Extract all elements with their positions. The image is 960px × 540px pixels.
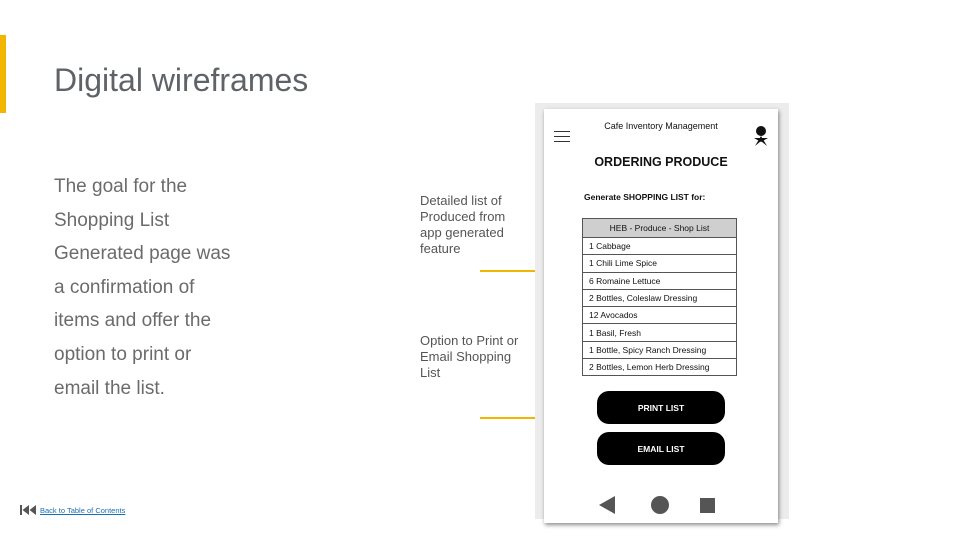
annotation-print-email [420,333,518,381]
annotation-line: Email Shopping [420,349,512,364]
table-row [583,238,737,255]
table-row [583,289,737,306]
list-item: 1 Chili Lime Spice [583,255,737,272]
body-line: Shopping List [54,209,170,231]
home-circle-icon[interactable] [651,496,669,514]
list-item: 2 Bottles, Lemon Herb Dressing [583,359,737,376]
body-line: email the list. [54,377,165,399]
back-triangle-icon[interactable] [598,495,616,515]
shopping-list-table [582,218,737,376]
annotation-line: app generated [420,225,504,240]
list-item: 2 Bottles, Coleslaw Dressing [583,289,737,306]
annotation-list-detail [420,193,505,257]
body-line: items and offer the [54,310,212,332]
body-line: Generated page was [54,243,231,265]
list-item: 1 Basil, Fresh [583,324,737,341]
hamburger-menu-icon[interactable] [554,131,570,142]
print-list-button[interactable]: PRINT LIST [597,391,725,424]
table-row [583,272,737,289]
back-to-toc-link[interactable]: Back to Table of Contents [40,505,126,515]
body-text [54,170,259,405]
page-heading: ORDERING PRODUCE [594,155,728,169]
accent-bar [0,35,6,113]
table-row [583,255,737,272]
user-profile-icon[interactable] [752,125,770,147]
generate-label: Generate SHOPPING LIST for: [584,192,706,202]
table-row [583,324,737,341]
app-title: Cafe Inventory Management [604,121,718,131]
body-line: a confirmation of [54,276,195,298]
table-row [583,307,737,324]
list-item: 12 Avocados [583,307,737,324]
phone-wireframe [544,109,778,523]
slide-title: Digital wireframes [54,62,309,98]
annotation-line: List [420,365,441,380]
body-line: option to print or [54,343,192,365]
annotation-line: Option to Print or [420,333,519,348]
body-line: The goal for the [54,176,188,197]
annotation-line: Detailed list of [420,193,502,208]
first-page-icon[interactable] [20,505,36,515]
list-item: 1 Bottle, Spicy Ranch Dressing [583,341,737,358]
annotation-line: feature [420,241,461,256]
list-item: 6 Romaine Lettuce [583,272,737,289]
email-list-button[interactable]: EMAIL LIST [597,432,725,465]
table-row [583,341,737,358]
annotation-line: Produced from [420,209,506,224]
list-item: 1 Cabbage [583,238,737,255]
table-row [583,359,737,376]
recent-apps-square-icon[interactable] [700,498,715,513]
footer-nav [20,505,125,515]
table-header: HEB - Produce - Shop List [583,219,737,238]
